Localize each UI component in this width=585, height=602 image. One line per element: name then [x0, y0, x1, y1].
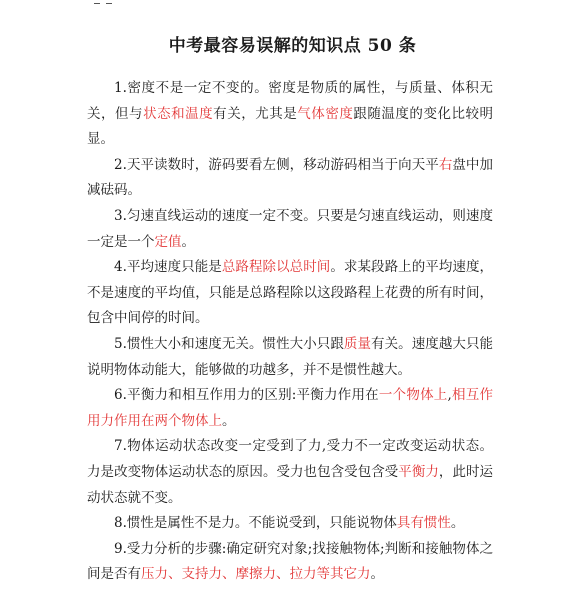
body-text: , — [447, 387, 452, 404]
highlighted-text: 总路程除以总时间 — [221, 259, 331, 276]
highlighted-text: 右 — [438, 156, 453, 173]
body-text: 。 — [450, 515, 465, 532]
highlighted-text: 定值 — [154, 233, 182, 250]
page-top-decoration — [92, 0, 120, 4]
list-item — [87, 434, 493, 511]
body-text: 2.天平读数时，游码要看左侧，移动游码相当于向天平 — [114, 156, 439, 173]
highlighted-text: 质量 — [343, 335, 372, 352]
body-text: 。 — [222, 412, 236, 429]
body-text: ，此时运动状态就不变。 — [87, 463, 494, 506]
body-text: 有关。速度越大只能说明物体动能大，能够做的功越多，并不是惯性越大。 — [87, 335, 494, 378]
body-text: 。 — [181, 233, 195, 250]
body-text: 6.平衡力和相互作用力的区别:平衡力作用在 — [114, 387, 379, 404]
highlighted-text: 气体密度 — [297, 105, 354, 122]
body-text: 4.平均速度只能是 — [114, 259, 222, 276]
body-text: 9.受力分析的步骤:确定研究对象;找接触物体;判断和接触物体之间是否有 — [87, 540, 493, 583]
list-item — [87, 537, 493, 588]
document-body — [87, 76, 493, 588]
body-text: 。 — [370, 566, 384, 583]
list-item — [87, 76, 493, 153]
list-item — [87, 255, 493, 332]
highlighted-text: 压力、支持力、摩擦力、拉力等其它力 — [141, 566, 371, 583]
body-text: 盘中加减砝码。 — [87, 156, 493, 199]
list-item — [87, 383, 493, 434]
body-text: 7.物体运动状态改变一定受到了力,受力不一定改变运动状态。力是改变物体运动状态的原因。受力也包含受包含受 — [87, 438, 493, 480]
document-title: 中考最容易误解的知识点 50 条 — [168, 36, 417, 56]
list-item — [87, 332, 493, 383]
highlighted-text: 平衡力 — [398, 463, 439, 480]
body-text: 有关，尤其是 — [213, 105, 298, 122]
body-text: 1.密度不是一定不变的。密度是物质的属性，与质量、体积无关，但与 — [87, 80, 493, 122]
list-item — [87, 204, 493, 255]
highlighted-text: 一个物体上 — [378, 387, 448, 404]
body-text: 跟随温度的变化比较明显。 — [87, 105, 494, 148]
highlighted-text: 具有惯性 — [396, 515, 451, 532]
body-text: 。求某段路上的平均速度，不是速度的平均值，只能是总路程除以这段路程上花费的所有时间，包含中间停的时间。 — [87, 259, 493, 327]
list-item — [87, 511, 493, 537]
body-text: 8.惯性是属性不是力。不能说受到，只能说物体 — [114, 515, 397, 532]
body-text: 5.惯性大小和速度无关。惯性大小只跟 — [114, 335, 344, 352]
list-item — [87, 153, 493, 204]
body-text: 3.匀速直线运动的速度一定不变。只要是匀速直线运动，则速度一定是一个 — [87, 207, 493, 250]
highlighted-text: 状态和温度 — [143, 105, 214, 122]
highlighted-text: 相互作用力作用在两个物体上 — [87, 387, 493, 429]
